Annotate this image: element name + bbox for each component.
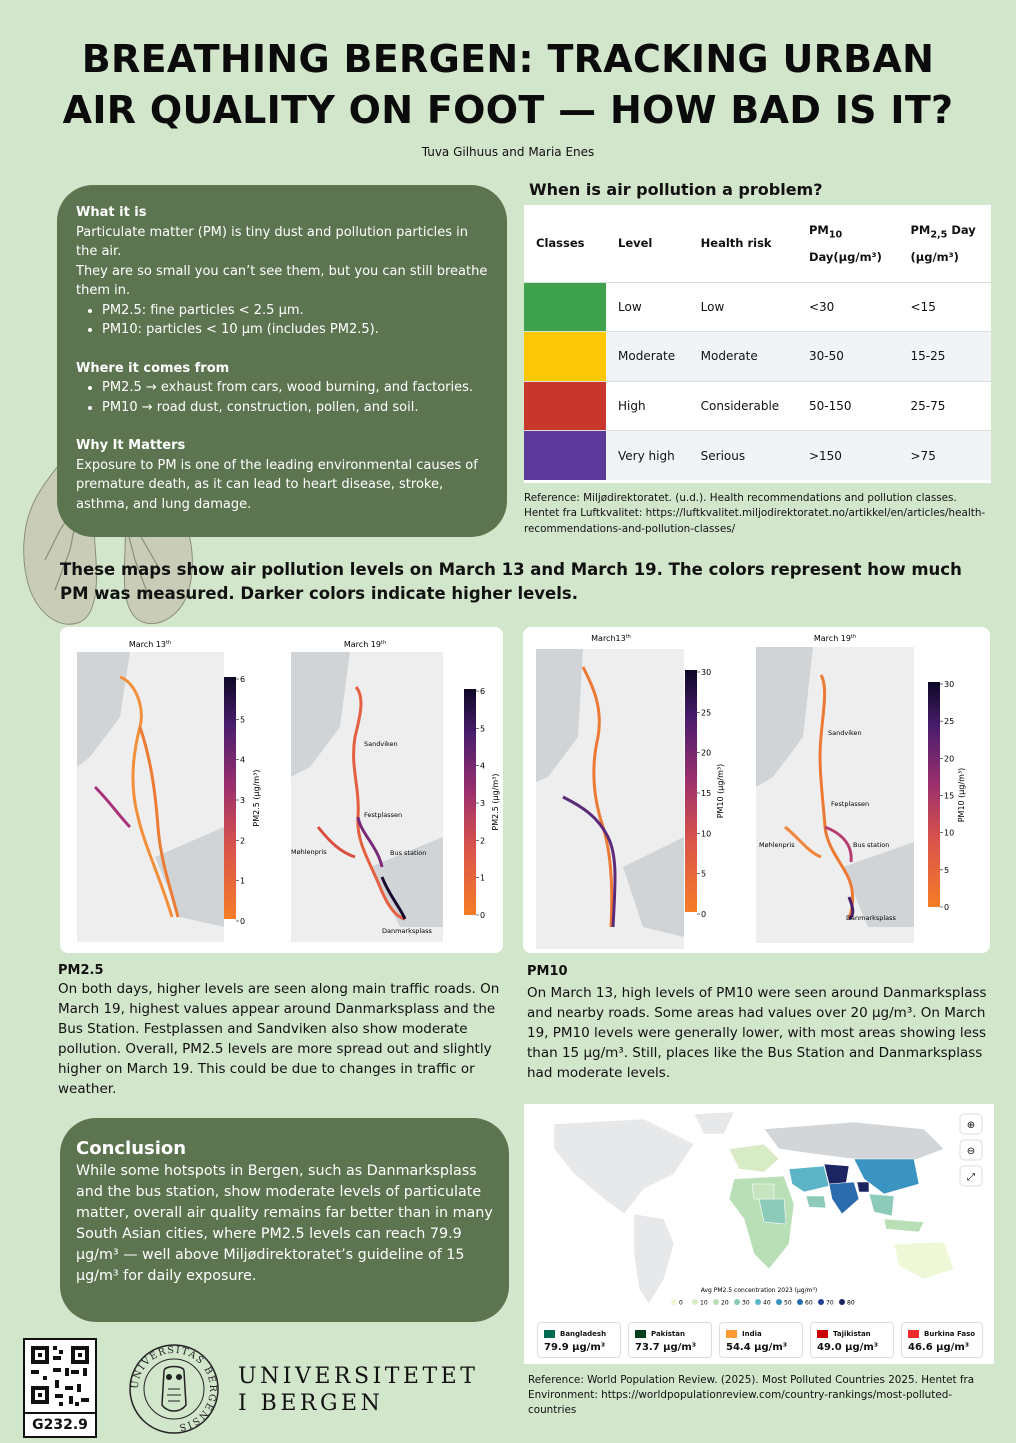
country-card-burkina-faso	[901, 1322, 983, 1358]
conclusion-panel	[60, 1118, 509, 1322]
university-seal-icon	[128, 1343, 220, 1435]
risk-cell: Serious	[689, 431, 797, 481]
pm10-colorbar-left	[685, 668, 725, 919]
colorbar-tick-label: 2	[480, 836, 486, 846]
col-pm10: $PM_{10}$ Day(µg/m³)	[808, 222, 882, 264]
pm10-cell: 30-50	[797, 332, 899, 382]
why-heading: Why It Matters	[76, 438, 186, 453]
col-level: Level	[618, 236, 653, 251]
pm25-cell: 15-25	[899, 332, 992, 382]
col-health-risk: Health risk	[700, 236, 772, 251]
place-label: Bus station	[390, 849, 427, 857]
colorbar-tick-label: 25	[944, 717, 955, 727]
legend-label: 30	[742, 1299, 750, 1307]
pm25-cell: <15	[899, 282, 992, 332]
legend-label: 70	[826, 1299, 834, 1307]
place-label: Festplassen	[364, 811, 403, 819]
list-item: • PM2.5 → exhaust from cars, wood burning, and factories.	[102, 378, 489, 398]
place-label: Danmarksplass	[382, 927, 432, 935]
pm25-paragraph: On both days, higher levels are seen along main traffic roads. On March 19, highest values appear around Danmarksplass and the Bus Station. Festplassen and Sandviken also show moderate pollution. Overall, PM2.5 levels are more spread out and slightly higher on March 19. This could be due to changes in traffic or weather.	[58, 981, 500, 1097]
level-cell: Low	[606, 282, 689, 332]
conclusion-paragraph: While some hotspots in Bergen, such as Danmarksplass and the bus station, show moderate levels of particulate matter, overall air quality remains far better than in many South Asian cities, where PM2.5 levels can reach 79.9 µg/m³ — well above Miljødirektoratet’s guideline of 15 µg/m³ for daily exposure.	[76, 1163, 493, 1284]
colorbar-tick-label: 30	[701, 668, 712, 677]
poster-title: BREATHING BERGEN: TRACKING URBAN AIR QUALITY ON FOOT — HOW BAD IS IT?	[62, 37, 954, 132]
colorbar-tick-label: 5	[944, 865, 950, 875]
pm25-maps-svg	[60, 627, 503, 953]
intro-panel	[57, 185, 507, 537]
colorbar-label: PM2.5 (µg/m³)	[252, 769, 261, 827]
legend-title: Avg PM2.5 concentration 2023 (µg/m³)	[700, 1287, 818, 1294]
place-label: Møhlenpris	[759, 841, 795, 849]
colorbar-tick-label: 25	[701, 708, 712, 718]
colorbar-tick-label: 4	[240, 755, 246, 765]
level-cell: High	[606, 381, 689, 431]
pm25-heading: PM2.5	[58, 963, 104, 978]
zoom-in-icon[interactable]: ⊕	[966, 1120, 976, 1131]
colorbar-tick-label: 5	[480, 724, 486, 734]
flag-icon	[635, 1330, 646, 1338]
pm25-map-left	[77, 652, 224, 942]
country-value: 54.4 µg/m³	[726, 1342, 788, 1353]
pm25-left-title: March 13th	[128, 640, 172, 649]
pm10-maps-figure	[523, 627, 990, 953]
pm10-map-left	[536, 649, 684, 949]
what-list	[102, 301, 489, 340]
colorbar-tick-label: 10	[944, 828, 955, 838]
country-value: 73.7 µg/m³	[635, 1342, 697, 1353]
place-label: Danmarksplass	[846, 914, 896, 922]
country-name: India	[742, 1330, 762, 1338]
svg-text:UNIVERSITAS BERGENSIS: UNIVERSITAS BERGENSIS	[129, 1344, 219, 1433]
pm10-right-title: March 19th	[813, 634, 857, 643]
what-paragraph-1: Particulate matter (PM) is tiny dust and pollution particles in the air.	[76, 224, 468, 259]
class-swatch	[524, 332, 606, 382]
pm10-map-right	[756, 647, 914, 943]
colorbar-tick-label: 0	[701, 910, 707, 919]
colorbar-tick-label: 3	[240, 796, 246, 805]
col-classes: Classes	[536, 236, 585, 251]
pm10-maps-svg	[523, 627, 990, 953]
university-name	[238, 1363, 478, 1417]
place-label: Festplassen	[831, 800, 870, 808]
legend-label: 10	[700, 1299, 708, 1307]
flag-icon	[817, 1330, 828, 1338]
country-card-tajikistan	[810, 1322, 894, 1358]
country-value: 49.0 µg/m³	[817, 1342, 879, 1353]
legend-swatch	[692, 1299, 698, 1305]
colorbar-tick-label: 15	[701, 789, 712, 798]
colorbar-tick-label: 1	[480, 873, 486, 883]
class-swatch	[524, 282, 606, 332]
colorbar-tick-label: 4	[480, 761, 486, 771]
legend-label: 60	[805, 1299, 813, 1307]
pollution-classes-table	[524, 205, 991, 483]
colorbar-label: PM2.5 (µg/m³)	[491, 773, 500, 831]
colorbar-tick-label: 15	[944, 791, 955, 801]
list-item: • PM10 → road dust, construction, pollen, and soil.	[102, 398, 489, 418]
map-zoom-controls	[960, 1114, 982, 1186]
country-name: Bangladesh	[560, 1330, 607, 1338]
class-swatch	[524, 381, 606, 431]
country-value: 79.9 µg/m³	[544, 1342, 606, 1353]
flag-icon	[908, 1330, 919, 1338]
pm10-cell: 50-150	[797, 381, 899, 431]
pm10-cell: <30	[797, 282, 899, 332]
pm10-cell: >150	[797, 431, 899, 481]
level-cell: Very high	[606, 431, 689, 481]
qr-pattern	[25, 1340, 95, 1412]
legend-swatch	[818, 1299, 824, 1305]
col-pm25: $PM_{2,5}$ Day (µg/m³)	[910, 222, 976, 264]
why-paragraph: Exposure to PM is one of the leading environmental causes of premature death, as it can lead to heart disease, stroke, asthma, and lung damage.	[76, 457, 478, 512]
legend-label: 50	[784, 1299, 792, 1307]
authors: Tuva Gilhuus and Maria Enes	[421, 145, 595, 159]
zoom-out-icon[interactable]: ⊖	[966, 1146, 976, 1157]
legend-swatch	[713, 1299, 719, 1305]
legend-swatch	[755, 1299, 761, 1305]
colorbar-tick-label: 0	[944, 903, 950, 912]
colorbar-tick-label: 10	[701, 829, 712, 839]
world-map-legend	[524, 1282, 994, 1312]
country-card-india	[719, 1322, 803, 1358]
fullscreen-icon[interactable]: ⤢	[967, 1172, 975, 1183]
pm25-cell: >75	[899, 431, 992, 481]
colorbar-tick-label: 1	[240, 876, 246, 886]
place-label: Møhlenpris	[291, 848, 327, 856]
pm10-paragraph: On March 13, high levels of PM10 were seen around Danmarksplass and nearby roads. Some areas had values over 20 µg/m³. On March 19, PM10 levels were generally lower, with most areas showing less than 15 µg/m³. Still, places like the Bus Station and Danmarksplass had moderate levels.	[527, 985, 987, 1081]
table-row	[524, 282, 991, 332]
colorbar-tick-label: 5	[240, 715, 246, 725]
risk-cell: Low	[689, 282, 797, 332]
flag-icon	[544, 1330, 555, 1338]
colorbar-tick-label: 6	[240, 675, 246, 684]
table-row	[524, 381, 991, 431]
country-name: Pakistan	[651, 1330, 685, 1338]
colorbar-tick-label: 20	[944, 754, 955, 764]
where-heading: Where it comes from	[76, 360, 230, 376]
table-reference: Reference: Miljødirektoratet. (u.d.). Health recommendations and pollution classes. Hentet fra Luftkvalitet: https://luftkvalitet.miljodirektoratet.no/artikkel/en/articles/health-recommendations-and-pollution-classes/	[524, 492, 986, 535]
country-name: Burkina Faso	[924, 1330, 976, 1338]
colorbar-tick-label: 0	[480, 911, 486, 920]
colorbar-label: PM10 (µg/m³)	[716, 763, 725, 819]
pm25-maps-figure	[60, 627, 503, 953]
pm25-colorbar-left	[224, 675, 261, 926]
legend-label: 0	[679, 1299, 683, 1307]
colorbar-label: PM10 (µg/m³)	[957, 767, 966, 823]
colorbar-tick-label: 20	[701, 748, 712, 758]
place-label: Sandviken	[364, 740, 398, 748]
country-value: 46.6 µg/m³	[908, 1342, 970, 1353]
pm25-cell: 25-75	[899, 381, 992, 431]
colorbar-tick-label: 2	[240, 836, 246, 846]
university-line-1: UNIVERSITETET	[238, 1364, 479, 1389]
what-paragraph-2: They are so small you can’t see them, but you can still breathe them in.	[76, 263, 488, 298]
legend-label: 20	[721, 1299, 729, 1307]
table-header-row	[524, 205, 991, 282]
country-card-pakistan	[628, 1322, 712, 1358]
world-map-reference: Reference: World Population Review. (2025). Most Polluted Countries 2025. Hentet fra Environment: https://worldpopulationreview.com/country-rankings/most-polluted-countries	[528, 1374, 975, 1416]
place-label: Bus station	[853, 841, 890, 849]
legend-label: 80	[847, 1299, 855, 1307]
maps-intro: These maps show air pollution levels on March 13 and March 19. The colors represent how much PM was measured. Darker colors indicate higher levels.	[60, 560, 962, 603]
legend-swatch	[671, 1299, 677, 1305]
conclusion-heading: Conclusion	[76, 1138, 187, 1159]
country-card-bangladesh	[537, 1322, 621, 1358]
table-heading: When is air pollution a problem?	[529, 180, 823, 199]
pm25-map-right	[291, 652, 443, 942]
legend-swatch	[797, 1299, 803, 1305]
risk-cell: Moderate	[689, 332, 797, 382]
legend-label: 40	[763, 1299, 771, 1307]
qr-code-label: G232.9	[25, 1412, 95, 1436]
colorbar-tick-label: 0	[240, 917, 246, 926]
where-list	[102, 378, 489, 417]
pm10-colorbar-right	[928, 680, 966, 912]
colorbar-tick-label: 3	[480, 799, 486, 808]
pm25-right-title: March 19th	[343, 640, 387, 649]
table-row	[524, 431, 991, 481]
legend-swatch	[734, 1299, 740, 1305]
country-name: Tajikistan	[833, 1330, 871, 1338]
what-heading: What it is	[76, 205, 147, 220]
risk-cell: Considerable	[689, 381, 797, 431]
flag-icon	[726, 1330, 737, 1338]
class-swatch	[524, 431, 606, 481]
table-row	[524, 332, 991, 382]
colorbar-tick-label: 30	[944, 680, 955, 689]
place-label: Sandviken	[828, 729, 862, 737]
pm10-left-title: March13th	[591, 634, 631, 643]
list-item: • PM2.5: fine particles < 2.5 µm.	[102, 301, 489, 321]
list-item: • PM10: particles < 10 µm (includes PM2.5).	[102, 320, 489, 340]
qr-code	[23, 1338, 97, 1438]
colorbar-tick-label: 5	[701, 869, 707, 879]
legend-swatch	[776, 1299, 782, 1305]
pm25-colorbar-right	[464, 687, 500, 920]
colorbar-tick-label: 6	[480, 687, 486, 696]
level-cell: Moderate	[606, 332, 689, 382]
legend-swatch	[839, 1299, 845, 1305]
pm10-heading: PM10	[527, 964, 568, 979]
university-line-2: I BERGEN	[238, 1391, 384, 1416]
